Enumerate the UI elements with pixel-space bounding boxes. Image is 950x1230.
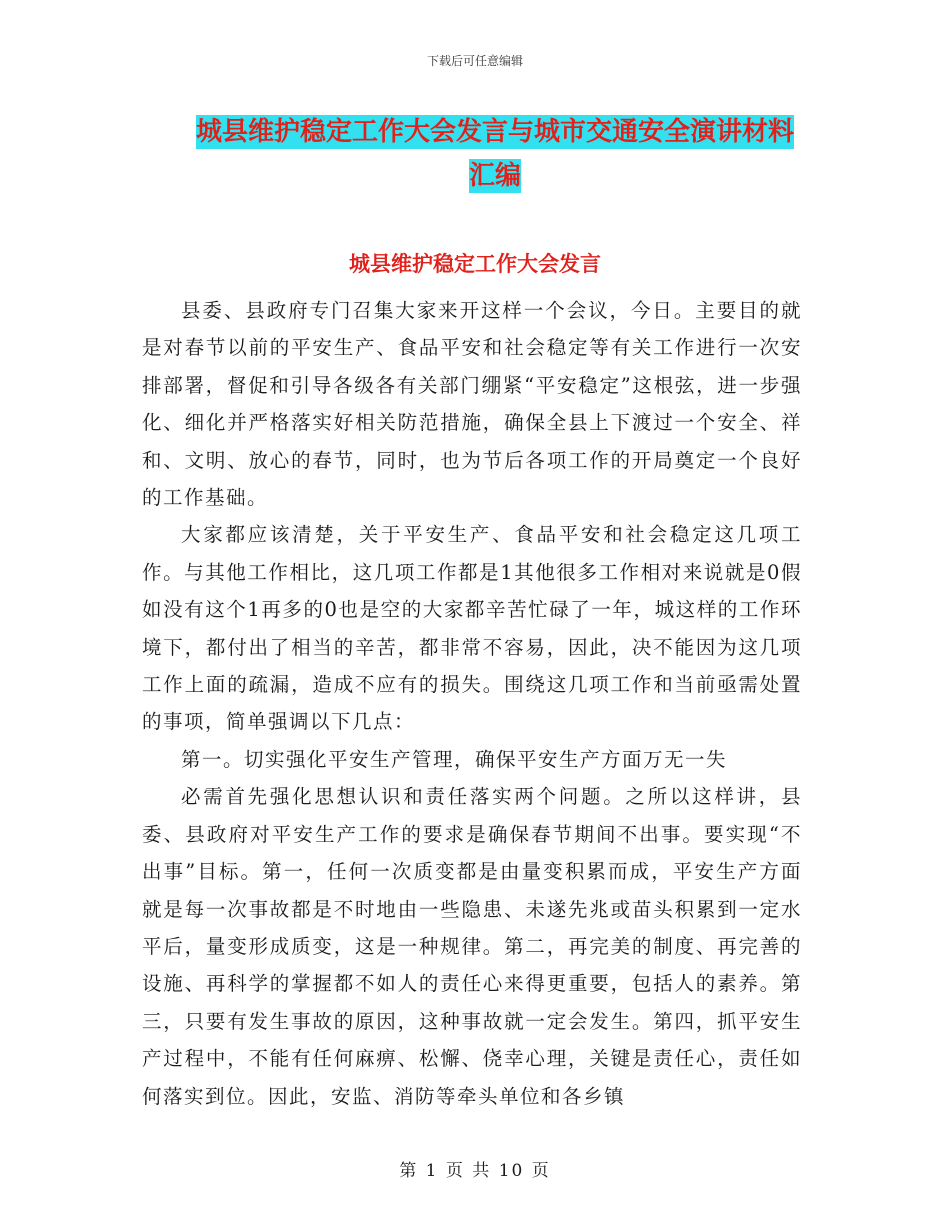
header-note: 下载后可任意编辑 xyxy=(426,54,523,68)
document-title-line1: 城县维护稳定工作大会发言与城市交通安全演讲材料 xyxy=(195,117,794,147)
document-title xyxy=(140,110,850,198)
section-title: 城县维护稳定工作大会发言 xyxy=(349,252,601,276)
body-text xyxy=(142,292,802,1115)
page-footer: 第 1 页 共 10 页 xyxy=(399,1161,551,1181)
paragraph: 第一。切实强化平安生产管理，确保平安生产方面万无一失 xyxy=(181,747,728,771)
paragraph: 县委、县政府专门召集大家来开这样一个会议，今日。主要目的就是对春节以前的平安生产、食品平安和社会稳定等有关工作进行一次安排部署，督促和引导各级各有关部门绷紧“平安稳定”这根弦，进一步强化、细化并严格落实好相关防范措施，确保全县上下渡过一个安全、祥和、文明、放心的春节，同时，也为节后各项工作的开局奠定一个良好的工作基础。 xyxy=(142,299,802,510)
paragraph: 大家都应该清楚，关于平安生产、食品平安和社会稳定这几项工作。与其他工作相比，这几项工作都是1其他很多工作相对来说就是0假如没有这个1再多的0也是空的大家都辛苦忙碌了一年，城这样的工作环境下，都付出了相当的辛苦，都非常不容易，因此，决不能因为这几项工作上面的疏漏，造成不应有的损失。围绕这几项工作和当前亟需处置的事项，简单强调以下几点： xyxy=(142,523,802,734)
document-title-line2: 汇编 xyxy=(468,161,521,191)
paragraph: 必需首先强化思想认识和责任落实两个问题。之所以这样讲，县委、县政府对平安生产工作的要求是确保春节期间不出事。要实现“不出事”目标。第一，任何一次质变都是由量变积累而成，平安生产方面就是每一次事故都是不时地由一些隐患、未遂先兆或苗头积累到一定水平后，量变形成质变，这是一种规律。第二，再完美的制度、再完善的设施、再科学的掌握都不如人的责任心来得更重要，包括人的素养。第三，只要有发生事故的原因，这种事故就一定会发生。第四，抓平安生产过程中，不能有任何麻痹、松懈、侥幸心理，关键是责任心，责任如何落实到位。因此，安监、消防等牵头单位和各乡镇 xyxy=(142,785,802,1108)
